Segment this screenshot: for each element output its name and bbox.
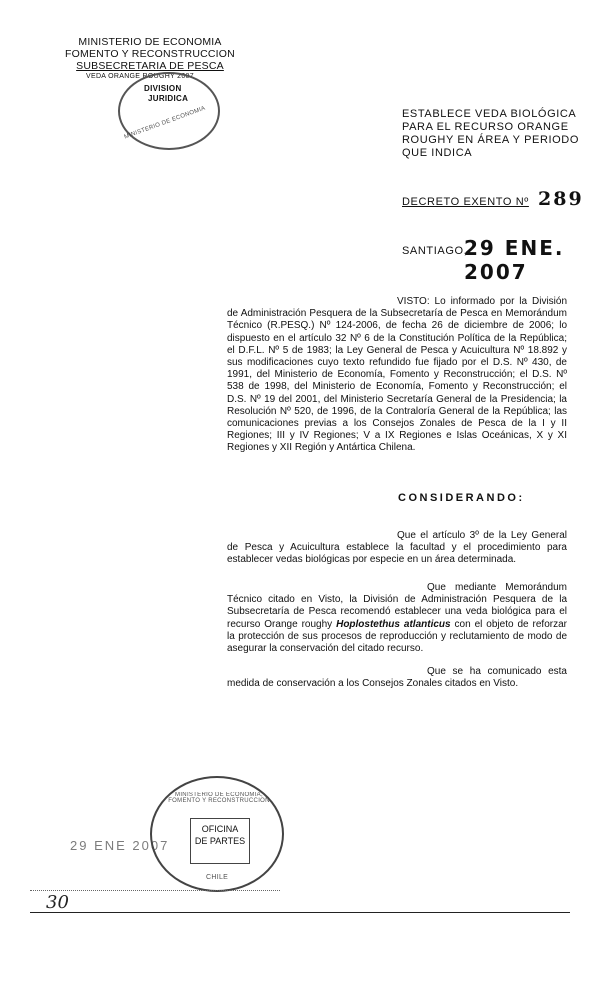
ministry-line1: MINISTERIO DE ECONOMIA bbox=[78, 36, 222, 48]
ministry-line3: SUBSECRETARIA DE PESCA bbox=[76, 60, 224, 72]
ministry-line2: FOMENTO Y RECONSTRUCCION bbox=[65, 48, 235, 60]
species-name: Hoplostethus atlanticus bbox=[336, 618, 451, 630]
considerando-p2 bbox=[227, 582, 567, 655]
page-bottom-rule bbox=[30, 912, 570, 913]
date-value: 29 ENE. 2007 bbox=[464, 236, 565, 284]
reference-code: VEDA ORANGE ROUGHY 2007 bbox=[86, 73, 194, 80]
p2-text-a: Que mediante Memorándum Técnico citado en Visto, la División de Administración Pesquera de la Subsecretaría de Pesca recomendó establecer una veda biológica para el recurso Orange roughy bbox=[227, 582, 567, 630]
considerando-heading: CONSIDERANDO: bbox=[398, 492, 525, 504]
date-place: SANTIAGO, bbox=[402, 245, 468, 257]
oficina-line2: DE PARTES bbox=[194, 836, 246, 846]
title-line1: ESTABLECE VEDA BIOLÓGICA bbox=[402, 108, 577, 120]
division-juridica-stamp bbox=[118, 72, 220, 150]
stamp-ring-text: MINISTERIO DE ECONOMIA bbox=[123, 105, 207, 141]
received-date-stamp: 29 ENE 2007 bbox=[70, 838, 170, 853]
ministry-header bbox=[62, 36, 238, 72]
considerando-p3: Que se ha comunicado esta medida de conservación a los Consejos Zonales citados en Visto. bbox=[227, 666, 567, 690]
oficina-box bbox=[190, 818, 250, 864]
page-mark: 30 bbox=[46, 892, 69, 913]
stamp-ring-bottom: CHILE bbox=[206, 874, 229, 881]
stamp-juridica-text: JURIDICA bbox=[148, 94, 189, 103]
document-title bbox=[402, 108, 592, 160]
p2-text-b: con el objeto de reforzar la protección de sus procesos de reproducción y reclutamiento de modo de asegurar la conservación del citado recurso. bbox=[227, 618, 567, 655]
visto-text: Lo informado por la División de Administración Pesquera de la Subsecretaría de Pesca en Memorándum Técnico (R.PESQ.) Nº 124-2006, de fecha 26 de diciembre de 2006; lo dispuesto en el artículo 32 Nº 6 de la Constitución Política de la República; el D.F.L. Nº 5 de 1983; la Ley General de Pesca y Acuicultura Nº 18.892 y sus modificaciones cuyo texto refundido fue fijado por el D.S. Nº 430, de 1991, del Ministerio de Economía, Fomento y Reconstrucción; el D.S. Nº 538 de 1998, del Ministerio de Economía, Fomento y Reconstrucción; el D.S. Nº 19 del 2001, del Ministerio Secretaría General de la Presidencia; la Resolución Nº 520, de 1996, de la Contraloría General de la República; las comunicaciones previas a los Consejos Zonales de Pesca de la I y II Regiones; III y IV Regiones; V a IX Regiones e Islas Oceánicas, X y XI Regiones y XII Región y Antártica Chilena. bbox=[227, 296, 568, 454]
oficina-line1: OFICINA bbox=[201, 824, 239, 834]
title-line2: PARA EL RECURSO ORANGE bbox=[402, 121, 569, 133]
visto-paragraph bbox=[227, 296, 567, 455]
decree-label: DECRETO EXENTO Nº bbox=[402, 196, 529, 208]
stamp-division-text: DIVISION bbox=[144, 84, 182, 93]
footer-line bbox=[30, 890, 280, 891]
visto-label: VISTO: bbox=[397, 296, 430, 307]
stamp-ring-label: MINISTERIO DE ECONOMIA, FOMENTO Y RECONSTRUCCION bbox=[168, 792, 270, 804]
title-line3: ROUGHY EN ÁREA Y PERIODO bbox=[402, 134, 580, 146]
oficina-partes-stamp bbox=[150, 776, 284, 892]
decree-number: 289 bbox=[538, 188, 584, 210]
title-line4: QUE INDICA bbox=[402, 147, 473, 159]
considerando-p1: Que el artículo 3º de la Ley General de Pesca y Acuicultura establece la facultad y el procedimiento para establecer vedas biológicas por especie en un área determinada. bbox=[227, 530, 567, 566]
